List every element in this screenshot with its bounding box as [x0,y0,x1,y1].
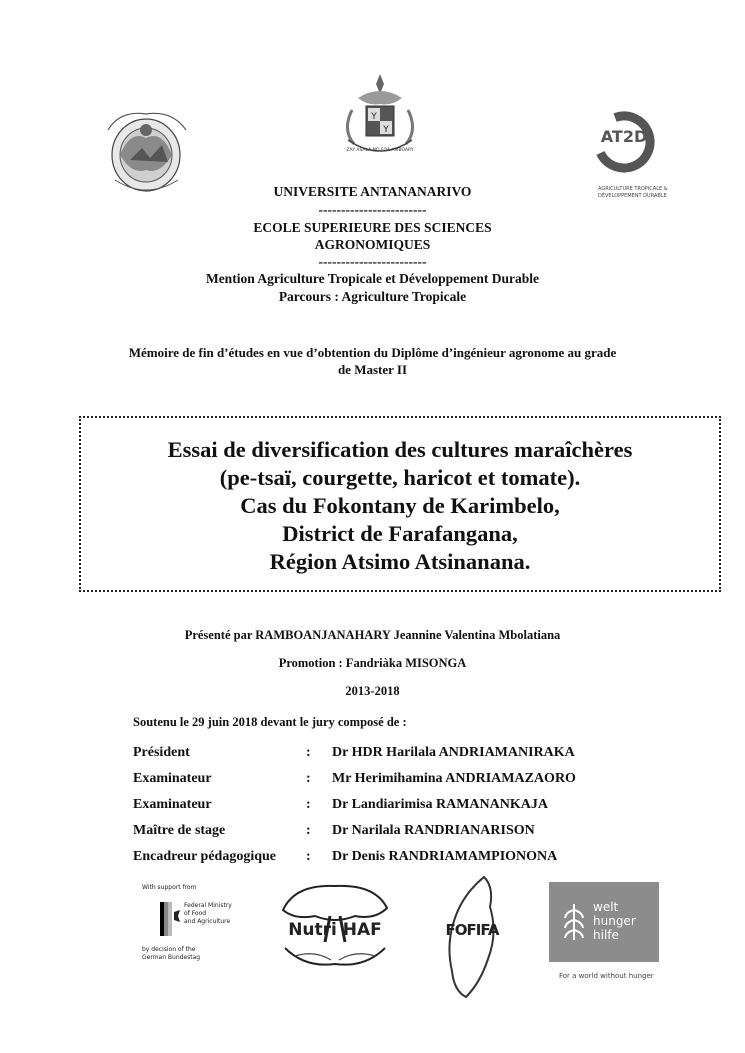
memoire-line-1: Mémoire de fin d’études en vue d’obtention du Diplôme d’ingénieur agronome au grade [128,345,617,360]
at2d-mark-text: AT2D [600,127,648,146]
title-line-3: Cas du Fokontany de Karimbelo, [240,493,560,518]
jury-row [133,849,653,869]
defense-statement: Soutenu le 29 juin 2018 devant le jury composé de : [133,715,407,729]
bmel-decision-1: by decision of the [142,946,196,953]
at2d-emblem-icon [588,100,698,180]
title-line-2: (pe-tsaï, courgette, haricot et tomate). [219,465,581,490]
jury-role: Maître de stage [133,823,226,838]
mention: Mention Agriculture Tropicale et Développement Durable [205,271,540,286]
jury-member-name: Mr Herimihamina ANDRIAMAZAORO [332,771,576,786]
at2d-caption-2: DÉVELOPPEMENT DURABLE [598,193,667,199]
jury-row [133,797,653,817]
bmel-ministry-3: and Agriculture [184,918,231,925]
jury-member-name: Dr Narilala RANDRIANARISON [332,823,535,838]
at2d-caption-1: AGRICULTURE TROPICALE & [598,186,668,192]
university-name: UNIVERSITE ANTANANARIVO [273,184,472,199]
bmel-decision-2: German Bundestag [142,954,201,961]
jury-role: Examinateur [133,771,212,786]
bmel-support-text: With support from [142,884,197,891]
welthungerhilfe-logo [549,882,661,987]
whh-block [549,882,659,962]
title-line-1: Essai de diversification des cultures maraîchères [167,437,633,462]
thesis-title-box [79,416,721,592]
years: 2013-2018 [345,684,400,698]
title-line-5: Région Atsimo Atsinanana. [269,549,531,574]
whh-line-2: hunger [593,914,636,928]
promotion: Promotion : Fandriàka MISONGA [278,656,467,670]
jury-row [133,771,653,791]
separator-1: ------------------------ [318,202,427,217]
separator-2: ------------------------ [318,254,427,269]
german-eagle-icon [160,902,180,936]
bmel-ministry-2: of Food [184,910,207,917]
nutrihaf-logo [275,880,395,975]
jury-member-name: Dr Denis RANDRIAMAMPIONONA [332,849,558,864]
jury-row [133,823,653,843]
jury-colon: : [306,849,311,864]
school-name-line-2: AGRONOMIQUES [314,237,431,252]
jury-role: Encadreur pédagogique [133,849,277,864]
jury-colon: : [306,745,311,760]
crest-motto: ZAY ASALA NO FOA AMBOARY [346,148,414,153]
whh-line-3: hilfe [593,928,619,942]
school-name-line-1: ECOLE SUPERIEURE DES SCIENCES [253,220,492,235]
fofifa-text: FOFIFA [445,921,499,939]
nutrihaf-text: Nutri HAF [288,920,382,940]
wheat-icon [561,902,587,942]
fofifa-logo [432,873,512,1003]
jury-member-name: Dr Landiarimisa RAMANANKAJA [332,797,548,812]
presented-by: Présenté par RAMBOANJANAHARY Jeannine Valentina Mbolatiana [184,628,561,642]
parcours: Parcours : Agriculture Tropicale [278,289,467,304]
memoire-line-2: de Master II [337,362,408,377]
jury-member-name: Dr HDR Harilala ANDRIAMANIRAKA [332,745,575,760]
title-line-4: District de Farafangana, [282,521,518,546]
whh-tagline: For a world without hunger [559,972,654,980]
center-university-crest [330,70,430,165]
whh-line-1: welt [593,900,619,914]
jury-row [133,745,653,765]
svg-text:Y: Y [383,125,389,135]
svg-text:Y: Y [371,112,377,122]
jury-colon: : [306,823,311,838]
bmel-ministry-1: Federal Ministry [184,902,232,909]
jury-role: Président [133,745,190,760]
bmel-logo [140,880,245,970]
jury-role: Examinateur [133,797,212,812]
jury-colon: : [306,797,311,812]
jury-colon: : [306,771,311,786]
